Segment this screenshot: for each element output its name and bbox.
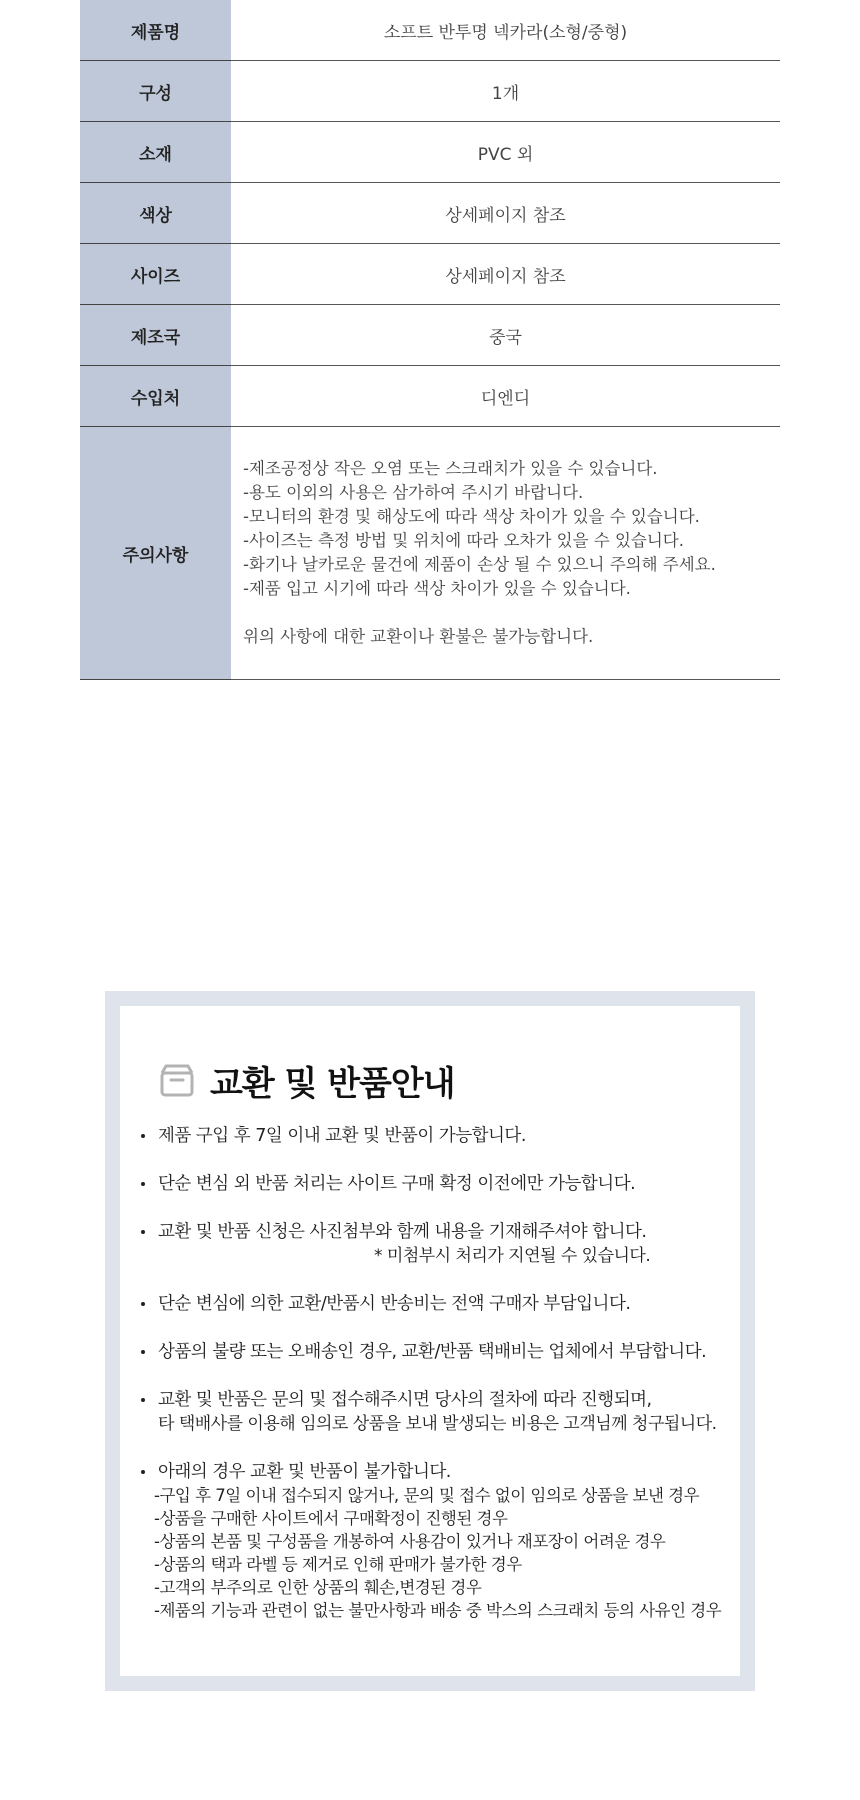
list-item xyxy=(138,1124,738,1148)
exception-list xyxy=(154,1484,738,1622)
notes-content xyxy=(231,427,780,680)
list-item xyxy=(138,1460,738,1622)
exception-item: -고객의 부주의로 인한 상품의 훼손,변경된 경우 xyxy=(154,1578,482,1597)
note-line: -화기나 날카로운 물건에 제품이 손상 될 수 있으니 주의해 주세요. xyxy=(243,555,716,574)
spec-label: 구성 xyxy=(80,61,231,122)
spec-value: 중국 xyxy=(231,305,780,366)
spec-row-importer xyxy=(80,366,780,427)
spec-row-name xyxy=(80,0,780,61)
list-item-note: * 미첨부시 처리가 지연될 수 있습니다. xyxy=(374,1246,651,1266)
exchange-guide-header xyxy=(158,1058,455,1102)
list-item xyxy=(138,1292,738,1316)
spec-row-composition xyxy=(80,61,780,122)
exchange-guide-list xyxy=(138,1124,738,1646)
exchange-guide-panel xyxy=(120,1006,740,1676)
box-icon xyxy=(158,1061,196,1099)
spec-label: 색상 xyxy=(80,183,231,244)
spec-value: 소프트 반투명 넥카라(소형/중형) xyxy=(231,0,780,61)
list-item-text: 단순 변심 외 반품 처리는 사이트 구매 확정 이전에만 가능합니다. xyxy=(158,1174,636,1194)
exchange-return-guide xyxy=(105,991,755,1691)
exception-item: -구입 후 7일 이내 접수되지 않거나, 문의 및 접수 없이 임의로 상품을 보낸 경우 xyxy=(154,1486,700,1505)
spec-row-size xyxy=(80,244,780,305)
spec-label: 제조국 xyxy=(80,305,231,366)
exception-item: -상품의 택과 라벨 등 제거로 인해 판매가 불가한 경우 xyxy=(154,1555,522,1574)
list-item xyxy=(138,1340,738,1364)
list-item-text: 단순 변심에 의한 교환/반품시 반송비는 전액 구매자 부담입니다. xyxy=(158,1294,631,1314)
spec-row-origin xyxy=(80,305,780,366)
spec-label: 수입처 xyxy=(80,366,231,427)
exception-item: -상품을 구매한 사이트에서 구매확정이 진행된 경우 xyxy=(154,1509,508,1528)
spec-row-material xyxy=(80,122,780,183)
list-item xyxy=(138,1388,738,1436)
exception-item: -제품의 기능과 관련이 없는 불만사항과 배송 중 박스의 스크래치 등의 사유인 경우 xyxy=(154,1601,722,1620)
product-spec-table xyxy=(80,0,780,680)
note-line: -사이즈는 측정 방법 및 위치에 따라 오차가 있을 수 있습니다. xyxy=(243,531,684,550)
spec-value: 상세페이지 참조 xyxy=(231,244,780,305)
spec-label: 주의사항 xyxy=(80,427,231,680)
list-item-text: 아래의 경우 교환 및 반품이 불가합니다. xyxy=(158,1462,451,1482)
note-line: -모니터의 환경 및 해상도에 따라 색상 차이가 있을 수 있습니다. xyxy=(243,507,700,526)
note-line: -제품 입고 시기에 따라 색상 차이가 있을 수 있습니다. xyxy=(243,579,631,598)
list-item xyxy=(138,1172,738,1196)
note-footer: 위의 사항에 대한 교환이나 환불은 불가능합니다. xyxy=(243,627,594,646)
spec-value: PVC 외 xyxy=(231,122,780,183)
exception-item: -상품의 본품 및 구성품을 개봉하여 사용감이 있거나 재포장이 어려운 경우 xyxy=(154,1532,666,1551)
list-item-text: 교환 및 반품 신청은 사진첨부와 함께 내용을 기재해주셔야 합니다. xyxy=(158,1222,647,1242)
spec-label: 제품명 xyxy=(80,0,231,61)
list-item-text: 교환 및 반품은 문의 및 접수해주시면 당사의 절차에 따라 진행되며, xyxy=(158,1390,652,1410)
list-item xyxy=(138,1220,738,1268)
spec-value: 디엔디 xyxy=(231,366,780,427)
exchange-guide-title: 교환 및 반품안내 xyxy=(210,1063,455,1104)
spec-value: 1개 xyxy=(231,61,780,122)
spec-label: 사이즈 xyxy=(80,244,231,305)
spec-label: 소재 xyxy=(80,122,231,183)
spec-value: 상세페이지 참조 xyxy=(231,183,780,244)
spec-row-notes xyxy=(80,427,780,680)
note-line: -제조공정상 작은 오염 또는 스크래치가 있을 수 있습니다. xyxy=(243,459,658,478)
note-line: -용도 이외의 사용은 삼가하여 주시기 바랍니다. xyxy=(243,483,584,502)
list-item-text: 상품의 불량 또는 오배송인 경우, 교환/반품 택배비는 업체에서 부담합니다. xyxy=(158,1342,707,1362)
list-item-text-line2: 타 택배사를 이용해 임의로 상품을 보내 발생되는 비용은 고객님께 청구됩니다. xyxy=(158,1414,717,1434)
spec-row-color xyxy=(80,183,780,244)
list-item-text: 제품 구입 후 7일 이내 교환 및 반품이 가능합니다. xyxy=(158,1126,526,1146)
